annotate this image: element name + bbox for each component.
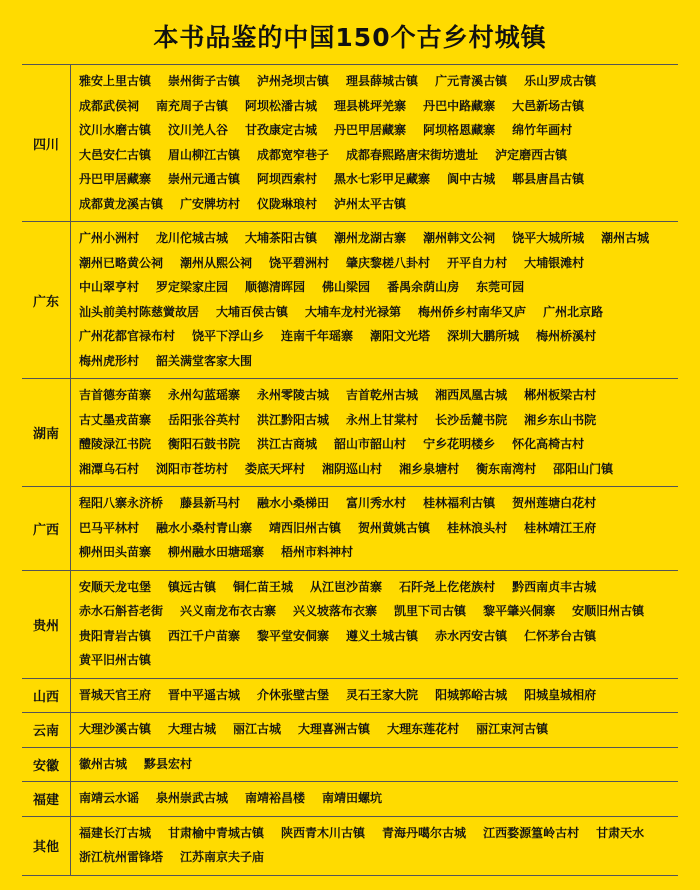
town-item: 梅州侨乡村南华又庐 bbox=[418, 304, 527, 319]
town-list bbox=[71, 817, 678, 875]
town-item: 连南千年瑶寨 bbox=[281, 329, 354, 343]
town-item: 永州上甘棠村 bbox=[346, 412, 419, 427]
town-item: 程阳八寨永济桥 bbox=[79, 496, 164, 510]
town-item: 郫县唐昌古镇 bbox=[512, 172, 585, 186]
town-list bbox=[71, 782, 678, 816]
table-row bbox=[22, 679, 678, 714]
town-item: 梧州市料神村 bbox=[281, 545, 354, 559]
town-item: 阿坝格恩藏寨 bbox=[423, 123, 496, 137]
town-item: 成都武侯祠 bbox=[79, 98, 140, 113]
town-item: 理县桃坪羌寨 bbox=[334, 98, 407, 113]
town-item: 广元青溪古镇 bbox=[435, 74, 508, 88]
town-item: 凯里下司古镇 bbox=[394, 604, 467, 618]
table-row bbox=[22, 713, 678, 748]
town-item: 晋中平遥古城 bbox=[168, 687, 241, 702]
town-item: 江西婺源篁岭古村 bbox=[483, 825, 580, 840]
town-item: 灵石王家大院 bbox=[346, 687, 419, 702]
town-item: 大邑安仁古镇 bbox=[79, 147, 152, 162]
town-item: 成都春熙路唐宋街坊遗址 bbox=[346, 147, 479, 162]
town-item: 潮州从熙公祠 bbox=[180, 255, 253, 270]
town-item: 洪江黔阳古城 bbox=[257, 412, 330, 427]
town-item: 崇州元通古镇 bbox=[168, 172, 241, 186]
town-item: 顺德清晖园 bbox=[245, 280, 306, 294]
town-item: 浙江杭州雷锋塔 bbox=[79, 850, 164, 864]
town-item: 黟县宏村 bbox=[144, 756, 193, 771]
town-item: 饶平碧洲村 bbox=[269, 255, 330, 270]
town-item: 藤县新马村 bbox=[180, 496, 241, 510]
town-item: 赤水石斛苔老街 bbox=[79, 604, 164, 618]
town-item: 贺州莲塘白花村 bbox=[512, 496, 597, 510]
town-item: 崇州街子古镇 bbox=[168, 74, 241, 88]
town-item: 梅州桥溪村 bbox=[536, 329, 597, 343]
table-row bbox=[22, 222, 678, 379]
town-item: 徽州古城 bbox=[79, 756, 128, 771]
town-item: 兴义南龙布衣古寨 bbox=[180, 604, 277, 618]
town-item: 乐山罗成古镇 bbox=[524, 74, 597, 88]
town-item: 丽江束河古镇 bbox=[476, 722, 549, 736]
table-row bbox=[22, 817, 678, 876]
page-title: 本书品鉴的中国150个古乡村城镇 bbox=[153, 23, 547, 52]
town-item: 饶平大城所城 bbox=[512, 231, 585, 245]
town-list bbox=[71, 571, 678, 678]
town-item: 汶川水磨古镇 bbox=[79, 123, 152, 137]
province-label: 贵州 bbox=[22, 571, 71, 678]
town-item: 甘肃榆中青城古镇 bbox=[168, 825, 265, 840]
town-item: 绵竹年画村 bbox=[512, 123, 573, 137]
province-label: 安徽 bbox=[22, 748, 71, 782]
town-item: 泸州尧坝古镇 bbox=[257, 74, 330, 88]
town-list bbox=[71, 379, 678, 486]
town-item: 宁乡花明楼乡 bbox=[423, 437, 496, 451]
town-item: 贵阳青岩古镇 bbox=[79, 628, 152, 643]
town-item: 黔西南贞丰古城 bbox=[512, 579, 597, 594]
town-item: 湘乡东山书院 bbox=[524, 412, 597, 427]
town-item: 遵义土城古镇 bbox=[346, 628, 419, 643]
town-item: 大邑新场古镇 bbox=[512, 98, 585, 113]
town-item: 陕西青木川古镇 bbox=[281, 825, 366, 840]
town-item: 安顺旧州古镇 bbox=[572, 604, 645, 618]
town-item: 潮州古城 bbox=[601, 231, 650, 245]
town-item: 浏阳市苍坊村 bbox=[156, 461, 229, 476]
town-item: 怀化高椅古村 bbox=[512, 437, 585, 451]
town-item: 大理喜洲古镇 bbox=[298, 722, 371, 736]
town-item: 黎平堂安侗寨 bbox=[257, 628, 330, 643]
town-item: 大理沙溪古镇 bbox=[79, 722, 152, 736]
town-item: 邵阳山门镇 bbox=[553, 461, 614, 476]
town-list bbox=[71, 65, 678, 221]
table-row bbox=[22, 571, 678, 679]
province-label: 云南 bbox=[22, 713, 71, 747]
town-item: 兴义坡落布衣寨 bbox=[293, 604, 378, 618]
town-item: 富川秀水村 bbox=[346, 496, 407, 510]
town-item: 仪陇琳琅村 bbox=[257, 196, 318, 211]
town-item: 黑水七彩甲足藏寨 bbox=[334, 172, 431, 186]
town-list bbox=[71, 222, 678, 378]
town-item: 永州勾蓝瑶寨 bbox=[168, 388, 241, 402]
town-item: 娄底天坪村 bbox=[245, 461, 306, 476]
town-item: 古丈墨戎苗寨 bbox=[79, 412, 152, 427]
town-item: 郴州板梁古村 bbox=[524, 388, 597, 402]
town-item: 潮州已略黄公祠 bbox=[79, 255, 164, 270]
town-item: 阳城皇城相府 bbox=[524, 687, 597, 702]
town-item: 丹巴中路藏寨 bbox=[423, 98, 496, 113]
town-item: 泸定磨西古镇 bbox=[495, 147, 568, 162]
town-item: 湘阴巡山村 bbox=[322, 461, 383, 476]
town-item: 岳阳张谷英村 bbox=[168, 412, 241, 427]
town-item: 成都宽窄巷子 bbox=[257, 147, 330, 162]
town-item: 靖西旧州古镇 bbox=[269, 520, 342, 535]
town-item: 肇庆黎槎八卦村 bbox=[346, 255, 431, 270]
town-item: 阿坝松潘古城 bbox=[245, 98, 318, 113]
town-item: 眉山柳江古镇 bbox=[168, 147, 241, 162]
town-item: 衡东南湾村 bbox=[476, 461, 537, 476]
town-item: 开平自力村 bbox=[447, 255, 508, 270]
town-item: 广州小洲村 bbox=[79, 231, 140, 245]
town-item: 龙川佗城古城 bbox=[156, 231, 229, 245]
town-item: 黎平肇兴侗寨 bbox=[483, 604, 556, 618]
town-item: 仁怀茅台古镇 bbox=[524, 628, 597, 643]
town-item: 理县薛城古镇 bbox=[346, 74, 419, 88]
town-item: 泉州崇武古城 bbox=[156, 791, 229, 805]
province-label: 广东 bbox=[22, 222, 71, 378]
town-item: 阳城郭峪古城 bbox=[435, 687, 508, 702]
table-row bbox=[22, 65, 678, 222]
town-item: 南靖裕昌楼 bbox=[245, 791, 306, 805]
town-item: 安顺天龙屯堡 bbox=[79, 579, 152, 594]
town-item: 湘潭乌石村 bbox=[79, 461, 140, 476]
town-item: 韶关满堂客家大围 bbox=[156, 353, 253, 368]
town-item: 巴马平林村 bbox=[79, 520, 140, 535]
province-label: 广西 bbox=[22, 487, 71, 570]
town-item: 湘西凤凰古城 bbox=[435, 388, 508, 402]
town-item: 饶平下浮山乡 bbox=[192, 329, 265, 343]
town-item: 大埔银滩村 bbox=[524, 255, 585, 270]
province-label: 四川 bbox=[22, 65, 71, 221]
town-item: 大理东莲花村 bbox=[387, 722, 460, 736]
town-item: 吉首德夯苗寨 bbox=[79, 388, 152, 402]
town-item: 东莞可园 bbox=[476, 280, 525, 294]
town-list bbox=[71, 487, 678, 570]
town-item: 汶川羌人谷 bbox=[168, 123, 229, 137]
town-item: 南充周子古镇 bbox=[156, 98, 229, 113]
town-item: 汕头前美村陈慈黉故居 bbox=[79, 304, 200, 319]
town-item: 西江千户苗寨 bbox=[168, 628, 241, 643]
town-item: 贺州黄姚古镇 bbox=[358, 520, 431, 535]
table-row bbox=[22, 487, 678, 571]
province-label: 山西 bbox=[22, 679, 71, 713]
town-item: 广安牌坊村 bbox=[180, 196, 241, 211]
table-row bbox=[22, 379, 678, 487]
town-item: 丹巴甲居藏寨 bbox=[334, 123, 407, 137]
town-item: 柳州田头苗寨 bbox=[79, 545, 152, 559]
town-item: 江苏南京夫子庙 bbox=[180, 850, 265, 864]
table-row bbox=[22, 748, 678, 783]
town-item: 赤水丙安古镇 bbox=[435, 628, 508, 643]
town-item: 吉首乾州古城 bbox=[346, 388, 419, 402]
town-item: 融水小桑村青山寨 bbox=[156, 520, 253, 535]
town-item: 泸州太平古镇 bbox=[334, 196, 407, 211]
town-item: 潮阳文光塔 bbox=[370, 329, 431, 343]
town-item: 从江岜沙苗寨 bbox=[310, 579, 383, 594]
town-item: 大理古城 bbox=[168, 722, 217, 736]
town-item: 桂林福利古镇 bbox=[423, 496, 496, 510]
town-item: 阆中古城 bbox=[447, 172, 496, 186]
town-item: 甘肃天水 bbox=[596, 825, 645, 840]
town-item: 黄平旧州古镇 bbox=[79, 653, 152, 667]
town-item: 大埔车龙村光禄第 bbox=[305, 304, 402, 319]
town-item: 大埔茶阳古镇 bbox=[245, 231, 318, 245]
town-item: 中山翠亨村 bbox=[79, 280, 140, 294]
town-item: 柳州融水田塘瑶寨 bbox=[168, 545, 265, 559]
town-item: 醴陵渌江书院 bbox=[79, 437, 152, 451]
town-item: 南靖云水谣 bbox=[79, 791, 140, 805]
town-item: 介休张壁古堡 bbox=[257, 687, 330, 702]
province-label: 其他 bbox=[22, 817, 71, 875]
town-item: 广州花都官禄布村 bbox=[79, 329, 176, 343]
town-item: 甘孜康定古城 bbox=[245, 123, 318, 137]
town-item: 深圳大鹏所城 bbox=[447, 329, 520, 343]
province-label: 湖南 bbox=[22, 379, 71, 486]
town-item: 雅安上里古镇 bbox=[79, 74, 152, 88]
town-list bbox=[71, 679, 678, 713]
town-item: 铜仁苗王城 bbox=[233, 579, 294, 594]
town-item: 阿坝西索村 bbox=[257, 172, 318, 186]
town-item: 成都黄龙溪古镇 bbox=[79, 196, 164, 211]
town-item: 韶山市韶山村 bbox=[334, 437, 407, 451]
town-item: 镇远古镇 bbox=[168, 579, 217, 594]
town-item: 丹巴甲居藏寨 bbox=[79, 172, 152, 186]
town-item: 永州零陵古城 bbox=[257, 388, 330, 402]
town-item: 梅州虎形村 bbox=[79, 353, 140, 368]
province-label: 福建 bbox=[22, 782, 71, 816]
town-item: 桂林靖江王府 bbox=[524, 520, 597, 535]
town-item: 广州北京路 bbox=[543, 304, 604, 319]
town-item: 融水小桑梯田 bbox=[257, 496, 330, 510]
town-item: 南靖田螺坑 bbox=[322, 791, 383, 805]
town-item: 大埔百侯古镇 bbox=[216, 304, 289, 319]
town-item: 洪江古商城 bbox=[257, 437, 318, 451]
town-item: 桂林浪头村 bbox=[447, 520, 508, 535]
town-item: 佛山梁园 bbox=[322, 280, 371, 294]
town-list bbox=[71, 713, 678, 747]
town-item: 潮州韩文公祠 bbox=[423, 231, 496, 245]
town-item: 石阡尧上仡佬族村 bbox=[399, 579, 496, 594]
town-item: 潮州龙湖古寨 bbox=[334, 231, 407, 245]
town-item: 长沙岳麓书院 bbox=[435, 412, 508, 427]
town-item: 丽江古城 bbox=[233, 722, 282, 736]
town-table bbox=[22, 64, 678, 876]
town-item: 青海丹噶尔古城 bbox=[382, 825, 467, 840]
town-item: 番禺余荫山房 bbox=[387, 280, 460, 294]
table-row bbox=[22, 782, 678, 817]
town-list bbox=[71, 748, 678, 782]
town-item: 衡阳石鼓书院 bbox=[168, 437, 241, 451]
town-item: 晋城天官王府 bbox=[79, 687, 152, 702]
town-item: 湘乡泉塘村 bbox=[399, 461, 460, 476]
town-item: 福建长汀古城 bbox=[79, 825, 152, 840]
town-item: 罗定梁家庄园 bbox=[156, 280, 229, 294]
